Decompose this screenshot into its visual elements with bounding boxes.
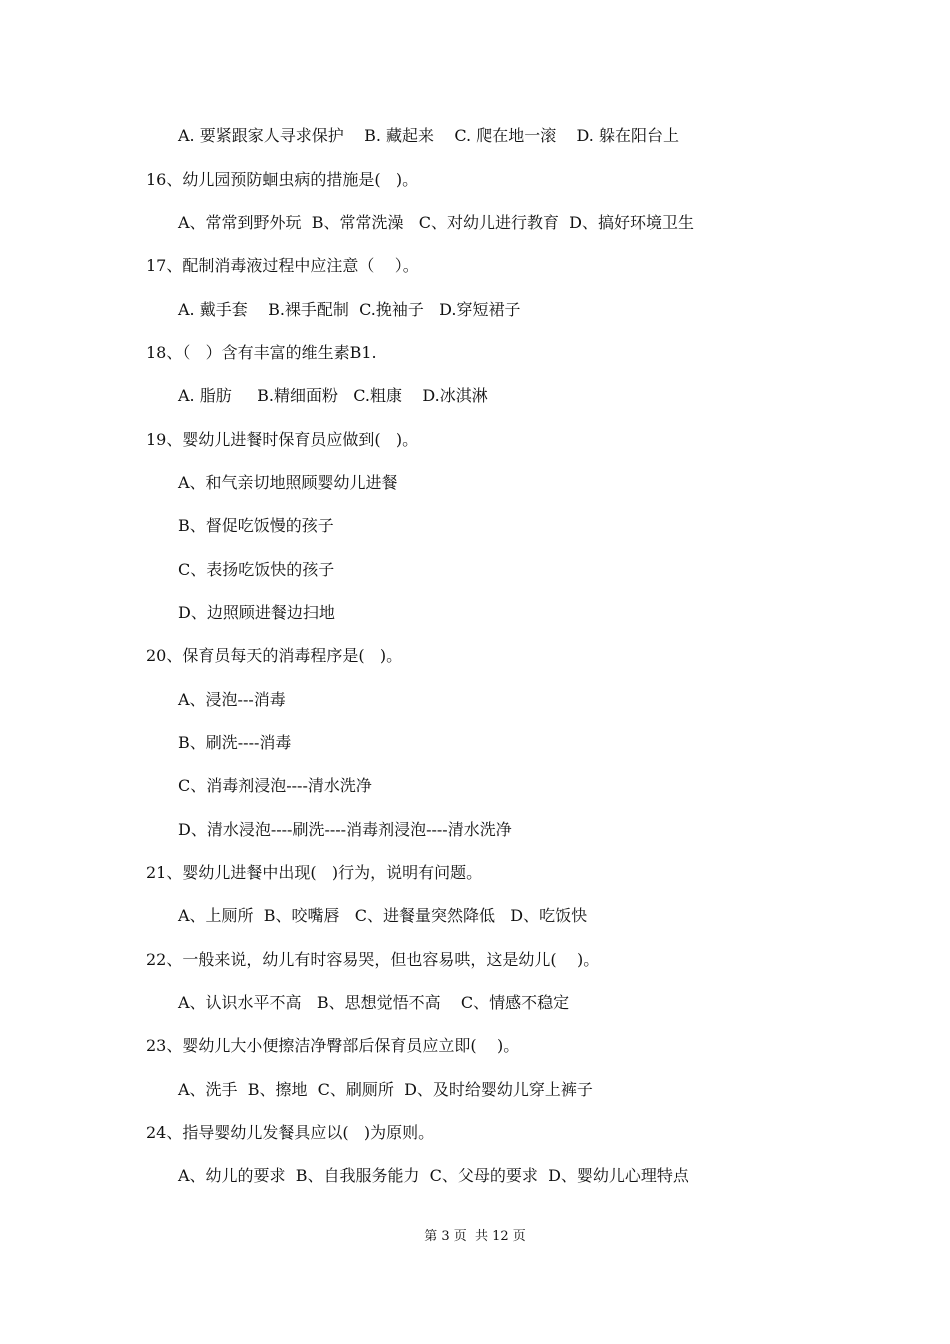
page-footer: 第 3 页 共 12 页 xyxy=(424,1229,526,1244)
option-19-a: A、和气亲切地照顾婴幼儿进餐 xyxy=(178,473,398,492)
question-23: 23、婴幼儿大小便擦洁净臀部后保育员应立即( )。 xyxy=(146,1036,520,1055)
question-20: 20、保育员每天的消毒程序是( )。 xyxy=(146,646,403,665)
options-q23: A、洗手 B、擦地 C、刷厕所 D、及时给婴幼儿穿上裤子 xyxy=(178,1080,593,1099)
options-q17: A. 戴手套 B.裸手配制 C.挽袖子 D.穿短裙子 xyxy=(178,300,521,319)
options-q24: A、幼儿的要求 B、自我服务能力 C、父母的要求 D、婴幼儿心理特点 xyxy=(178,1166,689,1185)
question-21: 21、婴幼儿进餐中出现( )行为，说明有问题。 xyxy=(146,863,483,882)
options-q18: A. 脂肪 B.精细面粉 C.粗康 D.冰淇淋 xyxy=(178,386,488,405)
options-q21: A、上厕所 B、咬嘴唇 C、进餐量突然降低 D、吃饭快 xyxy=(178,906,588,925)
option-20-c: C、消毒剂浸泡----清水洗净 xyxy=(178,776,372,795)
question-24: 24、指导婴幼儿发餐具应以( )为原则。 xyxy=(146,1123,435,1142)
options-q15: A. 要紧跟家人寻求保护 B. 藏起来 C. 爬在地一滚 D. 躲在阳台上 xyxy=(178,126,679,145)
option-19-d: D、边照顾进餐边扫地 xyxy=(178,603,335,622)
option-20-d: D、清水浸泡----刷洗----消毒剂浸泡----清水洗净 xyxy=(178,820,512,839)
question-22: 22、一般来说，幼儿有时容易哭，但也容易哄，这是幼儿( )。 xyxy=(146,950,600,969)
option-20-b: B、刷洗----消毒 xyxy=(178,733,292,752)
question-19: 19、婴幼儿进餐时保育员应做到( )。 xyxy=(146,430,419,449)
options-q22: A、认识水平不高 B、思想觉悟不高 C、情感不稳定 xyxy=(178,993,570,1012)
option-20-a: A、浸泡---消毒 xyxy=(178,690,286,709)
question-17: 17、配制消毒液过程中应注意（ ）。 xyxy=(146,256,419,275)
option-19-c: C、表扬吃饭快的孩子 xyxy=(178,560,335,579)
question-18: 18、（ ）含有丰富的维生素B1. xyxy=(146,343,377,362)
question-16: 16、幼儿园预防蛔虫病的措施是( )。 xyxy=(146,170,419,189)
options-q16: A、常常到野外玩 B、常常洗澡 C、对幼儿进行教育 D、搞好环境卫生 xyxy=(178,213,694,232)
option-19-b: B、督促吃饭慢的孩子 xyxy=(178,516,334,535)
